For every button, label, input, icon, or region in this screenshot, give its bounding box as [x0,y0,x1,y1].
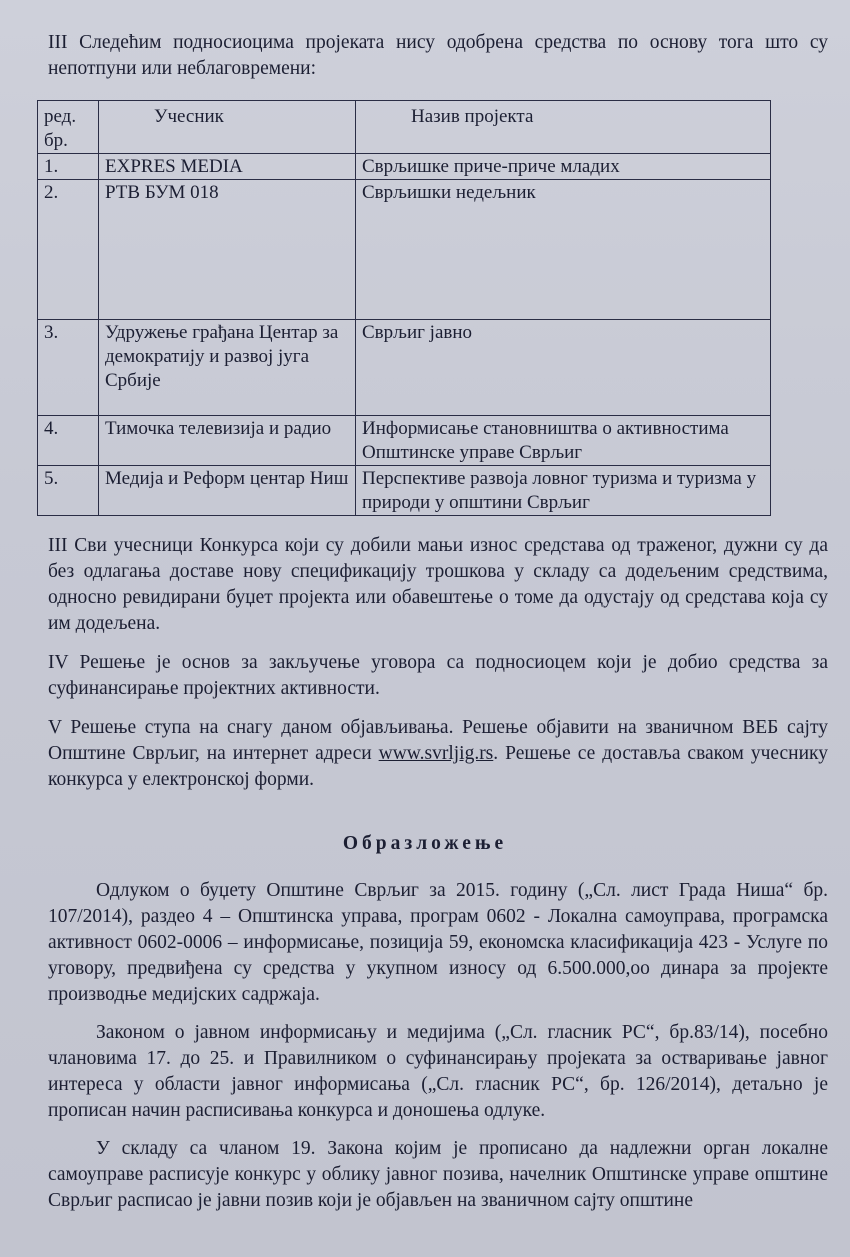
row-number: 2. [38,180,99,320]
paragraph-iii: III Сви учесници Конкурса који су добили мањи износ средстава од траженог, дужни су да без одлагања доставе нову спецификацију трошкова у складу са додељеним средствима, односно ревидирани буџет пројекта или обавештење о томе да одустају од средстава која су им додељена. [48,535,828,634]
explanation-heading: Образложење [342,833,508,854]
row-participant: РТВ БУМ 018 [99,180,356,320]
paragraph-v-text-before: V Решење ступа на снагу даном објављивања. Решење објавити на званичном ВЕБ сајту Општине Сврљиг, на интернет адреси [48,717,828,764]
row-project: Сврљишке приче-приче младих [356,154,771,180]
row-project: Информисање становништва о активностима Општинске управе Сврљиг [356,416,771,466]
row-number: 1. [38,154,99,180]
explanation-paragraph-2: Законом о јавном информисању и медијима („Сл. гласник РС“, бр.83/14), посебно члановима 17. до 25. и Правилником о суфинансирању пројеката за остваривање јавног интереса у области јавног информисања („Сл. гласник РС“, бр. 126/2014), детаљно је прописан начин расписивања конкурса и доношења одлуке. [48,1022,828,1121]
table-row [38,320,771,416]
explanation-paragraph-3: У складу са чланом 19. Закона којим је прописано да надлежни орган локалне самоуправе расписује конкурс у облику јавног позива, начелник Општинске управе општине Сврљиг расписао је јавни позив који је објављен на званичном сајту општине [48,1138,828,1211]
row-number: 5. [38,466,99,516]
paragraph-v-text-after: . Решење се доставља сваком учеснику конкурса у електронској форми. [48,743,829,790]
table-row [38,180,771,320]
paragraph-v [48,715,828,793]
section-iii-heading: III Следећим подносиоцима пројеката нису одобрена средства по основу тога што су непотпуни или неблаговремени: [48,32,828,79]
header-number: ред. бр. [38,101,99,154]
row-project: Перспективе развоја ловног туризма и туризма у природи у општини Сврљиг [356,466,771,516]
rejected-projects-table [37,100,771,516]
row-project: Сврљиг јавно [356,320,771,416]
table-header-row [38,101,771,154]
row-project: Сврљишки недељник [356,180,771,320]
table-row [38,154,771,180]
paragraph-iv: IV Решење је основ за закључење уговора са подносиоцем који је добио средства за суфинансирање пројектних активности. [48,652,828,699]
row-participant: Тимочка телевизија и радио [99,416,356,466]
header-participant: Учесник [99,101,356,154]
explanation-paragraph-1: Одлуком о буџету Општине Сврљиг за 2015. годину („Сл. лист Града Ниша“ бр. 107/2014), раздео 4 – Општинска управа, програм 0602 - Локална самоуправа, програмска активност 0602-0006 – информисање, позиција 59, економска класификација 423 - Услуге по уговору, предвиђена су средства у укупном износу од 6.500.000,оо динара за пројекте производње медијских садржаја. [48,880,828,1005]
table-row [38,466,771,516]
municipality-website-link[interactable]: www.svrljig.rs [378,743,494,764]
table-row [38,416,771,466]
row-participant: EXPRES MEDIA [99,154,356,180]
row-participant: Медија и Реформ центар Ниш [99,466,356,516]
row-number: 4. [38,416,99,466]
row-number: 3. [38,320,99,416]
header-project-name: Назив пројекта [356,101,771,154]
row-participant: Удружење грађана Центар за демократију и развој југа Србије [99,320,356,416]
